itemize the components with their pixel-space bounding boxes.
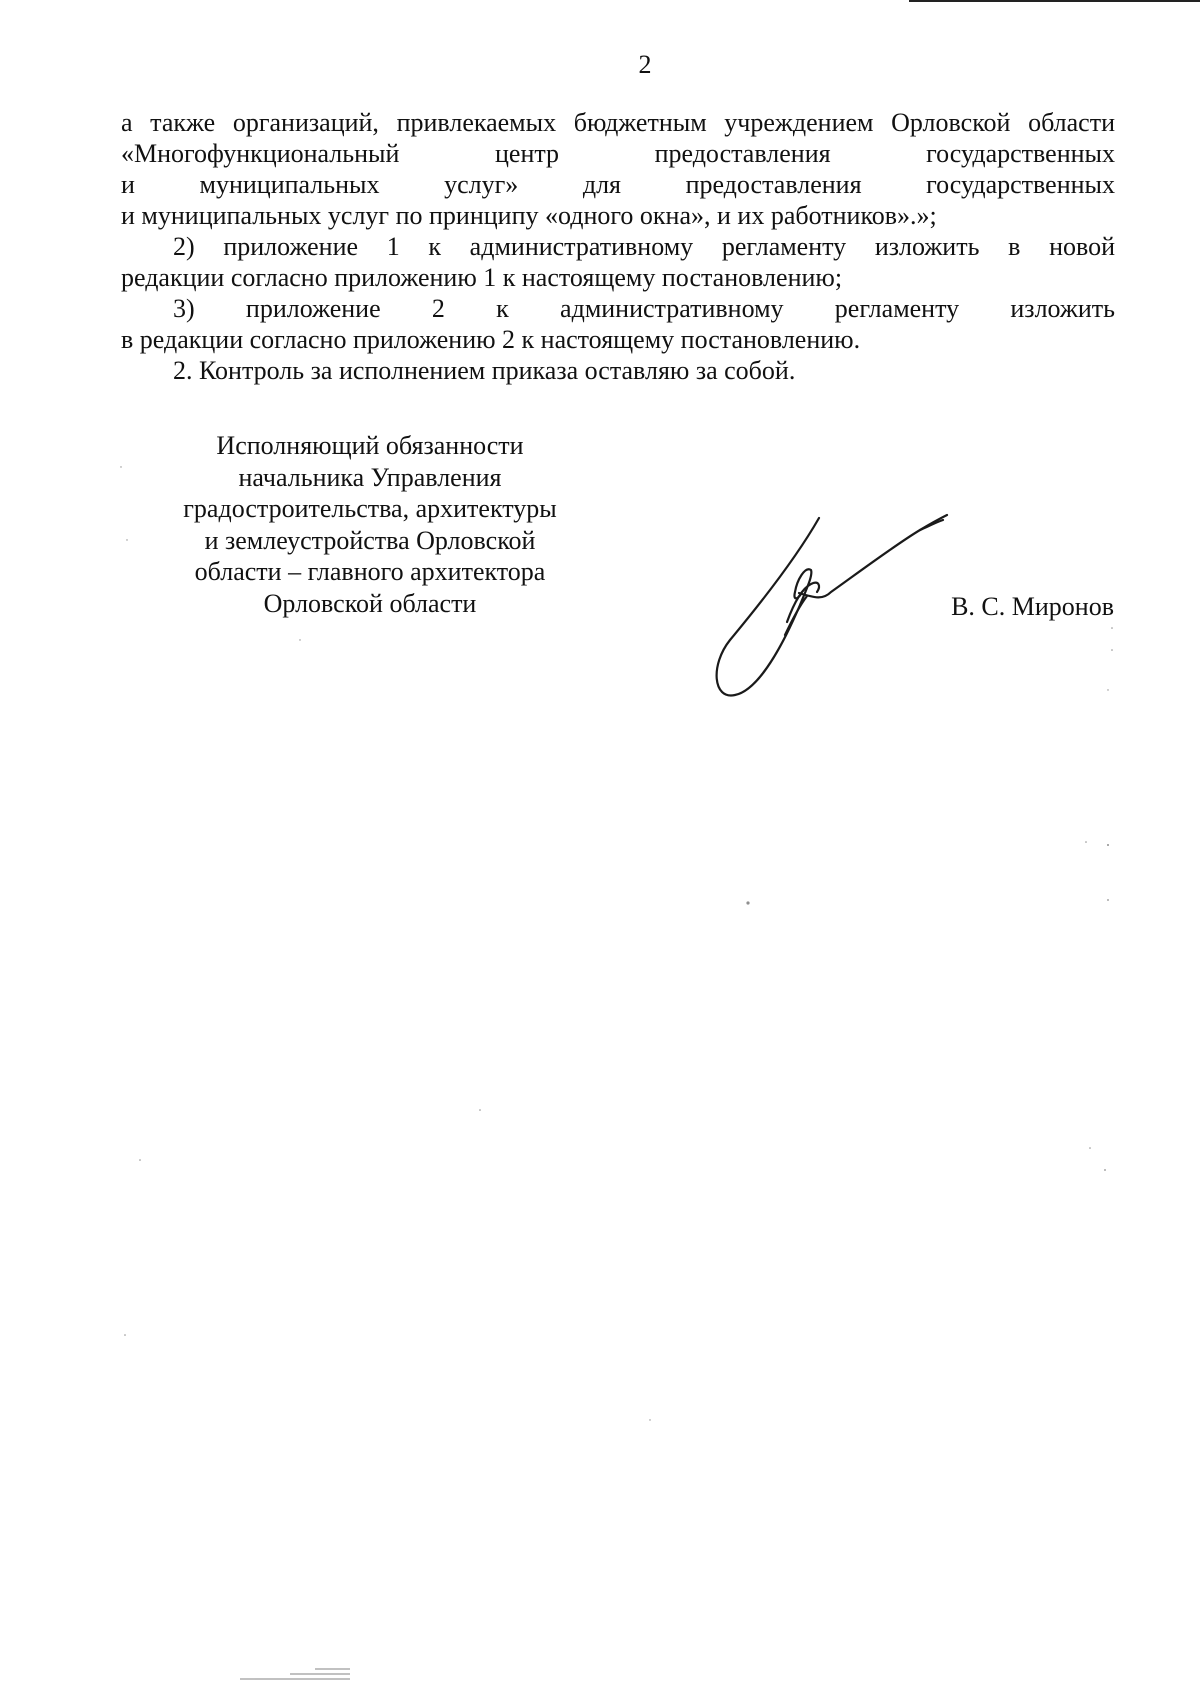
item-3-line: 3) приложение 2 к административному регламенту изложить bbox=[173, 294, 1115, 323]
page-number: 2 bbox=[638, 50, 652, 79]
signatory-title-line: Исполняющий обязанности bbox=[216, 431, 524, 460]
signatory-title bbox=[140, 430, 600, 619]
body-text bbox=[121, 107, 1115, 386]
paragraph-line: и муниципальных услуг» для предоставления государственных bbox=[121, 170, 1115, 199]
signatory-title-line: градостроительства, архитектуры bbox=[183, 494, 557, 523]
handwritten-signature bbox=[715, 500, 985, 700]
paragraph-line: «Многофункциональный центр предоставления государственных bbox=[121, 139, 1115, 168]
signatory-title-line: начальника Управления bbox=[238, 462, 502, 492]
paragraph-line: а также организаций, привлекаемых бюджетным учреждением Орловской области bbox=[121, 108, 1115, 137]
scan-edge-line bbox=[909, 0, 1200, 2]
item-2-line: 2) приложение 1 к административному регламенту изложить в новой bbox=[173, 232, 1115, 261]
signatory-title-line: области – главного архитектора bbox=[194, 557, 546, 586]
item-2-line: редакции согласно приложению 1 к настоящему постановлению; bbox=[121, 263, 843, 292]
paragraph-line: и муниципальных услуг по принципу «одного окна», и их работников».»; bbox=[121, 201, 937, 230]
signatory-title-line: и землеустройства Орловской bbox=[204, 525, 536, 555]
signer-name: В. С. Миронов bbox=[951, 592, 1114, 621]
signatory-title-line: Орловской области bbox=[263, 588, 477, 618]
point-2-text: 2. Контроль за исполнением приказа оставляю за собой. bbox=[173, 356, 796, 385]
item-3-line: в редакции согласно приложению 2 к настоящему постановлению. bbox=[121, 325, 861, 354]
